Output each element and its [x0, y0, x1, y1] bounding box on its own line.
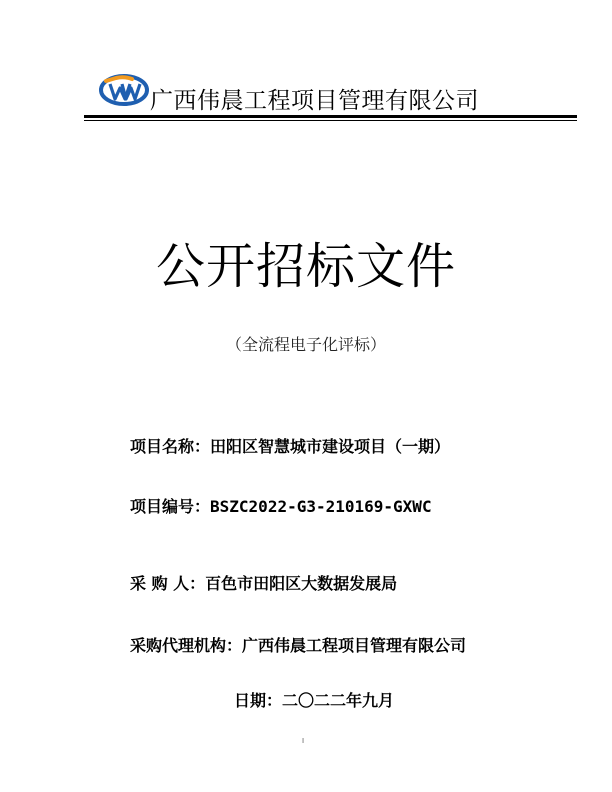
date-value: 二〇二二年九月: [282, 691, 395, 710]
purchaser-label: 采 购 人：: [130, 574, 206, 593]
purchaser-row: [130, 571, 397, 594]
header-rule-thin: [84, 120, 577, 121]
date-row: [234, 688, 394, 711]
project-number-value: BSZC2022-G3-210169-GXWC: [210, 497, 432, 516]
project-name-value: 田阳区智慧城市建设项目（一期）: [210, 437, 451, 456]
project-name-row: [130, 434, 450, 457]
date-label: 日期：: [234, 691, 283, 710]
page-number: I: [302, 737, 305, 745]
purchaser-value: 百色市田阳区大数据发展局: [205, 574, 398, 593]
agency-value: 广西伟晨工程项目管理有限公司: [242, 636, 467, 655]
project-name-label: 项目名称：: [130, 437, 211, 456]
header-rule-thick: [84, 115, 577, 118]
company-name-header: 广西伟晨工程项目管理有限公司: [150, 88, 479, 114]
document-header: [98, 72, 578, 112]
agency-label: 采购代理机构：: [130, 636, 243, 655]
document-subtitle: （全流程电子化评标）: [225, 335, 386, 354]
project-number-row: [130, 494, 432, 517]
company-logo-icon: [98, 72, 150, 108]
document-title: 公开招标文件: [155, 238, 456, 295]
agency-row: [130, 633, 466, 656]
project-number-label: 项目编号：: [130, 497, 211, 516]
